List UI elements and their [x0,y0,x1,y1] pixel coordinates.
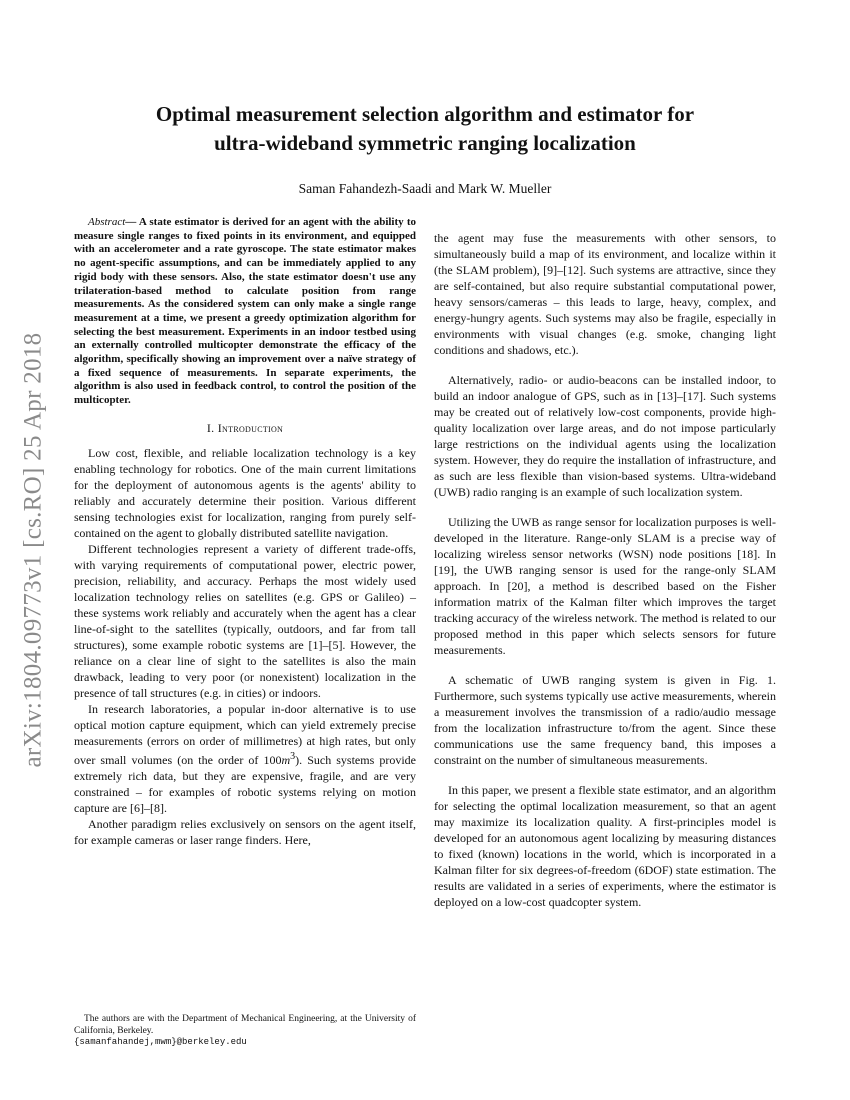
author-footnote [74,1014,416,1049]
section-number: I. [206,420,218,435]
intro-paragraph-3-before: In research laboratories, a popular in-door alternative is to use optical motion capture equipment, which can yield extremely precise measurements (errors on order of millimetres) at high rates, but only over small volumes (on the order of 100 [74,701,416,767]
right-paragraph-1: the agent may fuse the measurements with other sensors, to simultaneously build a map of its environment, and localize within it (the SLAM problem), [9]–[12]. Such systems are attractive, since they are self-contained, but also require substantial computational power, heavy sensors/cameras – this leads to large, heavy, complex, and energy-hungry agents. Such systems may also be fragile, especially in environments with visual changes (e.g. smoke, changing light conditions and shadows, etc.). [434,231,776,357]
section-heading-introduction [74,420,416,436]
right-paragraph-5: In this paper, we present a flexible state estimator, and an algorithm for selecting the optimal localization measurement, so that an agent may maximize its localization quality. A first-principles model is developed for an autonomous agent localizing by measuring distances to fixed (known) locations in the world, which is incorporated in a Kalman filter for six degrees-of-freedom (6DOF) state estimation. The results are validated in a series of experiments, where the estimator is deployed on a low-cost quadcopter system. [434,783,776,909]
right-paragraph-3: Utilizing the UWB as range sensor for localization purposes is well-developed in the literature. Range-only SLAM is a precise way of localizing wireless sensor networks (WSN) node positions [18]. In [19], the UWB ranging sensor is used for the range-only SLAM approach. In [20], a method is described based on the Fisher information matrix of the Kalman filter which improves the target tracking accuracy of the wireless network. The method is related to our proposed method in this paper which selects sensors for future measurements. [434,515,776,657]
unit-exponent: 3 [290,750,296,762]
intro-paragraph-4: Another paradigm relies exclusively on sensors on the agent itself, for example cameras or laser range finders. Here, [74,816,416,847]
left-column [74,216,416,848]
right-paragraph-4: A schematic of UWB ranging system is given in Fig. 1. Furthermore, such systems typically use active measurements, wherein a measurement involves the transmission of a radio/audio message from the localization infrastructure to/from the agent. Since these communications use the same frequency band, this imposes a constraint on the number of simultaneous measurements. [434,673,776,767]
abstract-label: Abstract [88,216,126,228]
footnote-affiliation: The authors are with the Department of Mechanical Engineering, at the University of California, Berkeley. [74,1014,416,1036]
abstract-dash: — [125,216,139,228]
paper-authors: Saman Fahandezh-Saadi and Mark W. Mueller [298,181,552,196]
abstract [74,216,416,408]
intro-paragraph-1: Low cost, flexible, and reliable localization technology is a key enabling technology for robotics. One of the main current limitations for the deployment of autonomous agents is the agents' ability to reliably and accurately determine their position. Various different sensing technologies exist for localization, ranging from purely self-contained on the agent to globally distributed satellite navigation. [74,445,416,540]
right-column [434,230,776,910]
section-title: Introduction [217,420,284,435]
right-paragraph-2: Alternatively, radio- or audio-beacons can be installed indoor, to build an indoor analogue of GPS, such as in [13]–[17]. Such systems may be created out of relatively low-cost components, provide high-quality localization over large areas, and do not impose particularly large restrictions on the individual agents using the localization system. However, they do require the installation of infrastructure, and as such are less flexible than vision-based systems. Ultra-wideband (UWB) radio ranging is an example of such localization system. [434,373,776,499]
intro-paragraph-3 [74,701,416,816]
paper-title-line-1: Optimal measurement selection algorithm and estimator for [155,102,695,126]
footnote-email: {samanfahandej,mwm}@berkeley.edu [74,1037,247,1047]
paper-title [80,100,770,158]
intro-paragraph-2: Different technologies represent a variety of different trade-offs, with varying requirements of computational power, electric power, precision, reliability, and accuracy. Perhaps the most widely used localization technology relies on satellites (e.g. GPS or Galileo) – these systems work reliably and accurately when the agent has a clear line-of-sight to the satellites (typically, outdoors, and far from tall structures), some example robotic systems are [1]–[5]. However, the reliance on a clear line of sight to the satellites is also the main drawback, leading to very poor (or nonexistent) localization in the presence of tall structures (e.g. in cities) or indoors. [74,541,416,700]
arxiv-identifier-text: arXiv:1804.09773v1 [cs.RO] 25 Apr 2018 [19,332,47,768]
arxiv-identifier-stamp [8,280,58,820]
unit-symbol: m [281,752,291,767]
intro-paragraph-3-after: ). Such systems provide extremely rich data, but they are expensive, fragile, and are very constrained – for examples of robotic systems relying on motion capture are [6]–[8]. [74,752,416,815]
paper-title-line-2: ultra-wideband symmetric ranging localization [214,131,636,155]
abstract-text: A state estimator is derived for an agent with the ability to measure single ranges to fixed points in its environment, and equipped with an accelerometer and a rate gyroscope. The state estimator makes no agent-specific assumptions, and can be immediately applied to any rigid body with these sensors. Also, the state estimator doesn't use any trilateration-based method to calculate position from range measurements. As the considered system can only make a single range measurement at a time, we present a greedy optimization algorithm for selecting the best measurement. Experiments in an indoor testbed using an externally controlled multicopter demonstrate the efficacy of the algorithm, specifically showing an improvement over a naïve strategy of a fixed sequence of measurements. In separate experiments, the algorithm is also used in feedback control, to control the position of the multicopter. [74,216,416,407]
